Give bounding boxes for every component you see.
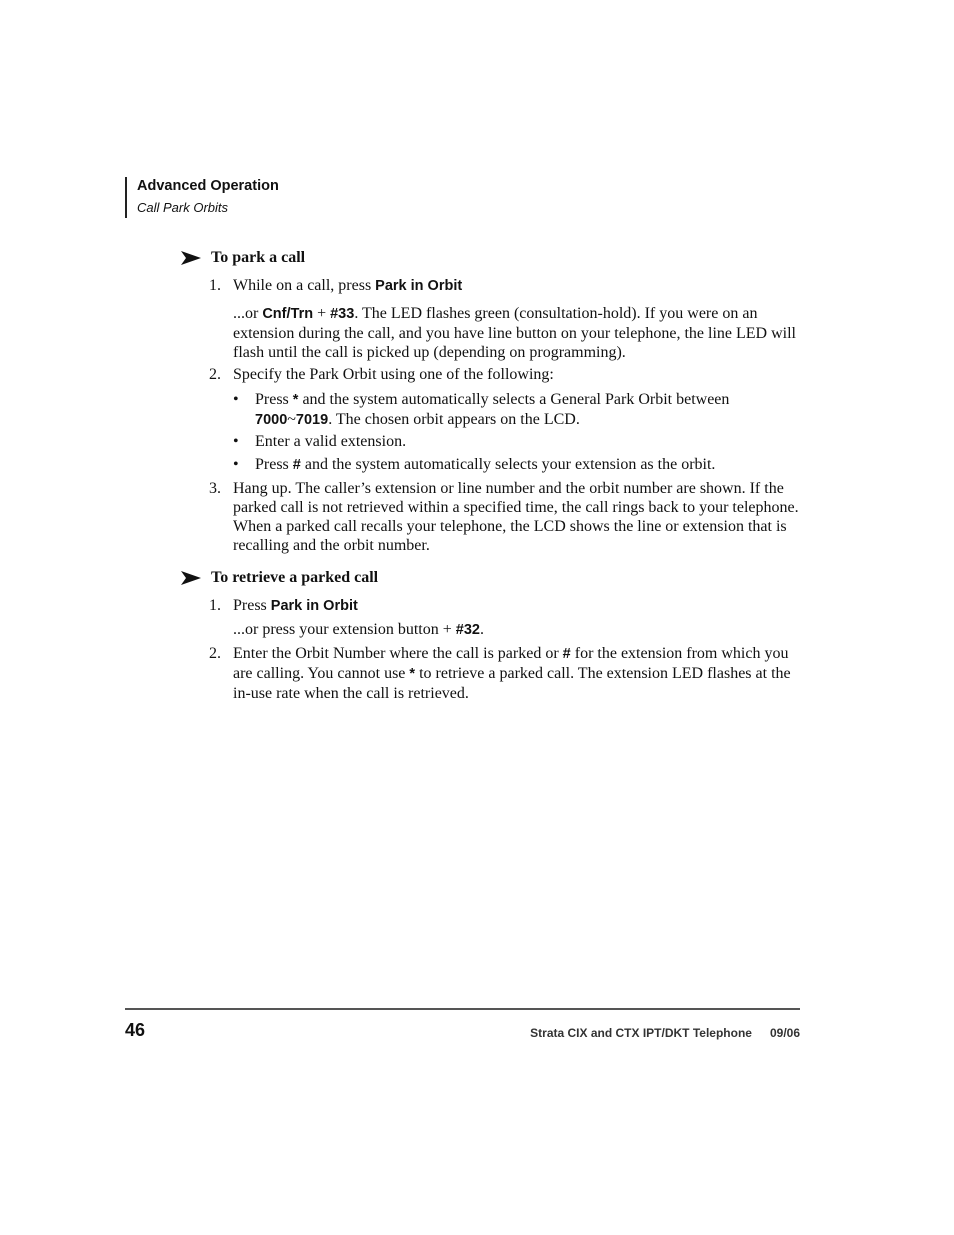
bullet-text: Press * and the system automatically selects a General Park Orbit between 7000~7019. The chosen orbit appears on the LCD. — [255, 391, 730, 428]
footer-date: 09/06 — [769, 1026, 800, 1040]
retrieve-step-2 — [209, 644, 801, 703]
star-key: * — [292, 392, 299, 408]
pound-key: # — [562, 646, 571, 662]
footer-doc-title: Strata CIX and CTX IPT/DKT Telephone — [530, 1026, 752, 1040]
park-bullet-extension — [231, 432, 801, 451]
bullet-dot: • — [233, 433, 239, 450]
park-in-orbit-key: Park in Orbit — [270, 598, 358, 614]
step-text: Press Park in Orbit — [233, 597, 358, 614]
bullet-dot: • — [233, 456, 239, 473]
park-bullet-pound — [231, 455, 801, 475]
park-in-orbit-key: Park in Orbit — [375, 278, 463, 294]
orbit-range-start: 7000 — [255, 412, 288, 428]
section-title: Advanced Operation — [137, 178, 279, 194]
retrieve-step-1-note: ...or press your extension button + #32. — [233, 621, 484, 638]
step-text: While on a call, press Park in Orbit — [233, 277, 463, 294]
procedure-heading-park — [181, 249, 305, 267]
park-step-2 — [209, 365, 801, 384]
procedure-heading-text: To retrieve a parked call — [211, 569, 379, 586]
orbit-range-end: 7019 — [295, 412, 329, 428]
retrieve-step-1 — [209, 596, 801, 616]
pound-key: # — [292, 457, 301, 473]
step-number: 1. — [209, 277, 221, 294]
footer-doc-info — [530, 1026, 800, 1040]
header-margin-bar — [125, 177, 127, 218]
step-number: 1. — [209, 597, 221, 614]
step-number: 3. — [209, 480, 221, 497]
bullet-dot: • — [233, 391, 239, 408]
arrow-icon — [181, 571, 211, 585]
footer-divider — [125, 1008, 800, 1010]
step-text: Hang up. The caller’s extension or line number and the orbit number are shown. If the parked call is not retrieved within a specified time, the call rings back to your telephone. When a parked call recalls your telephone, the LCD shows the line or extension that is recalling and the orbit number. — [233, 480, 799, 554]
step-number: 2. — [209, 366, 221, 383]
park-step-1-note: ...or Cnf/Trn + #33. The LED flashes green (consultation-hold). If you were on an extension during the call, and you have line button on your telephone, the line LED will flash until the call is picked up (depending on programming). — [233, 305, 796, 361]
step-number: 2. — [209, 645, 221, 662]
code-32-key: #32 — [455, 622, 480, 638]
procedure-heading-text: To park a call — [211, 249, 306, 266]
step-text: Specify the Park Orbit using one of the following: — [233, 366, 554, 383]
park-bullet-star — [231, 390, 801, 430]
park-step-3 — [209, 479, 801, 555]
section-subtitle: Call Park Orbits — [137, 200, 229, 215]
step-text: Enter the Orbit Number where the call is parked or # for the extension from which you are calling. You cannot use * to retrieve a parked call. The extension LED flashes at the in-use rate when the call is retrieved. — [233, 645, 791, 702]
bullet-text: Press # and the system automatically selects your extension as the orbit. — [255, 456, 716, 473]
code-33-key: #33 — [330, 306, 355, 322]
cnf-trn-key: Cnf/Trn — [262, 306, 314, 322]
bullet-text: Enter a valid extension. — [255, 433, 407, 450]
procedure-heading-retrieve — [181, 569, 378, 587]
park-step-1 — [209, 276, 801, 296]
arrow-icon — [181, 251, 211, 265]
page-number: 46 — [125, 1020, 146, 1040]
star-key: * — [409, 666, 416, 682]
